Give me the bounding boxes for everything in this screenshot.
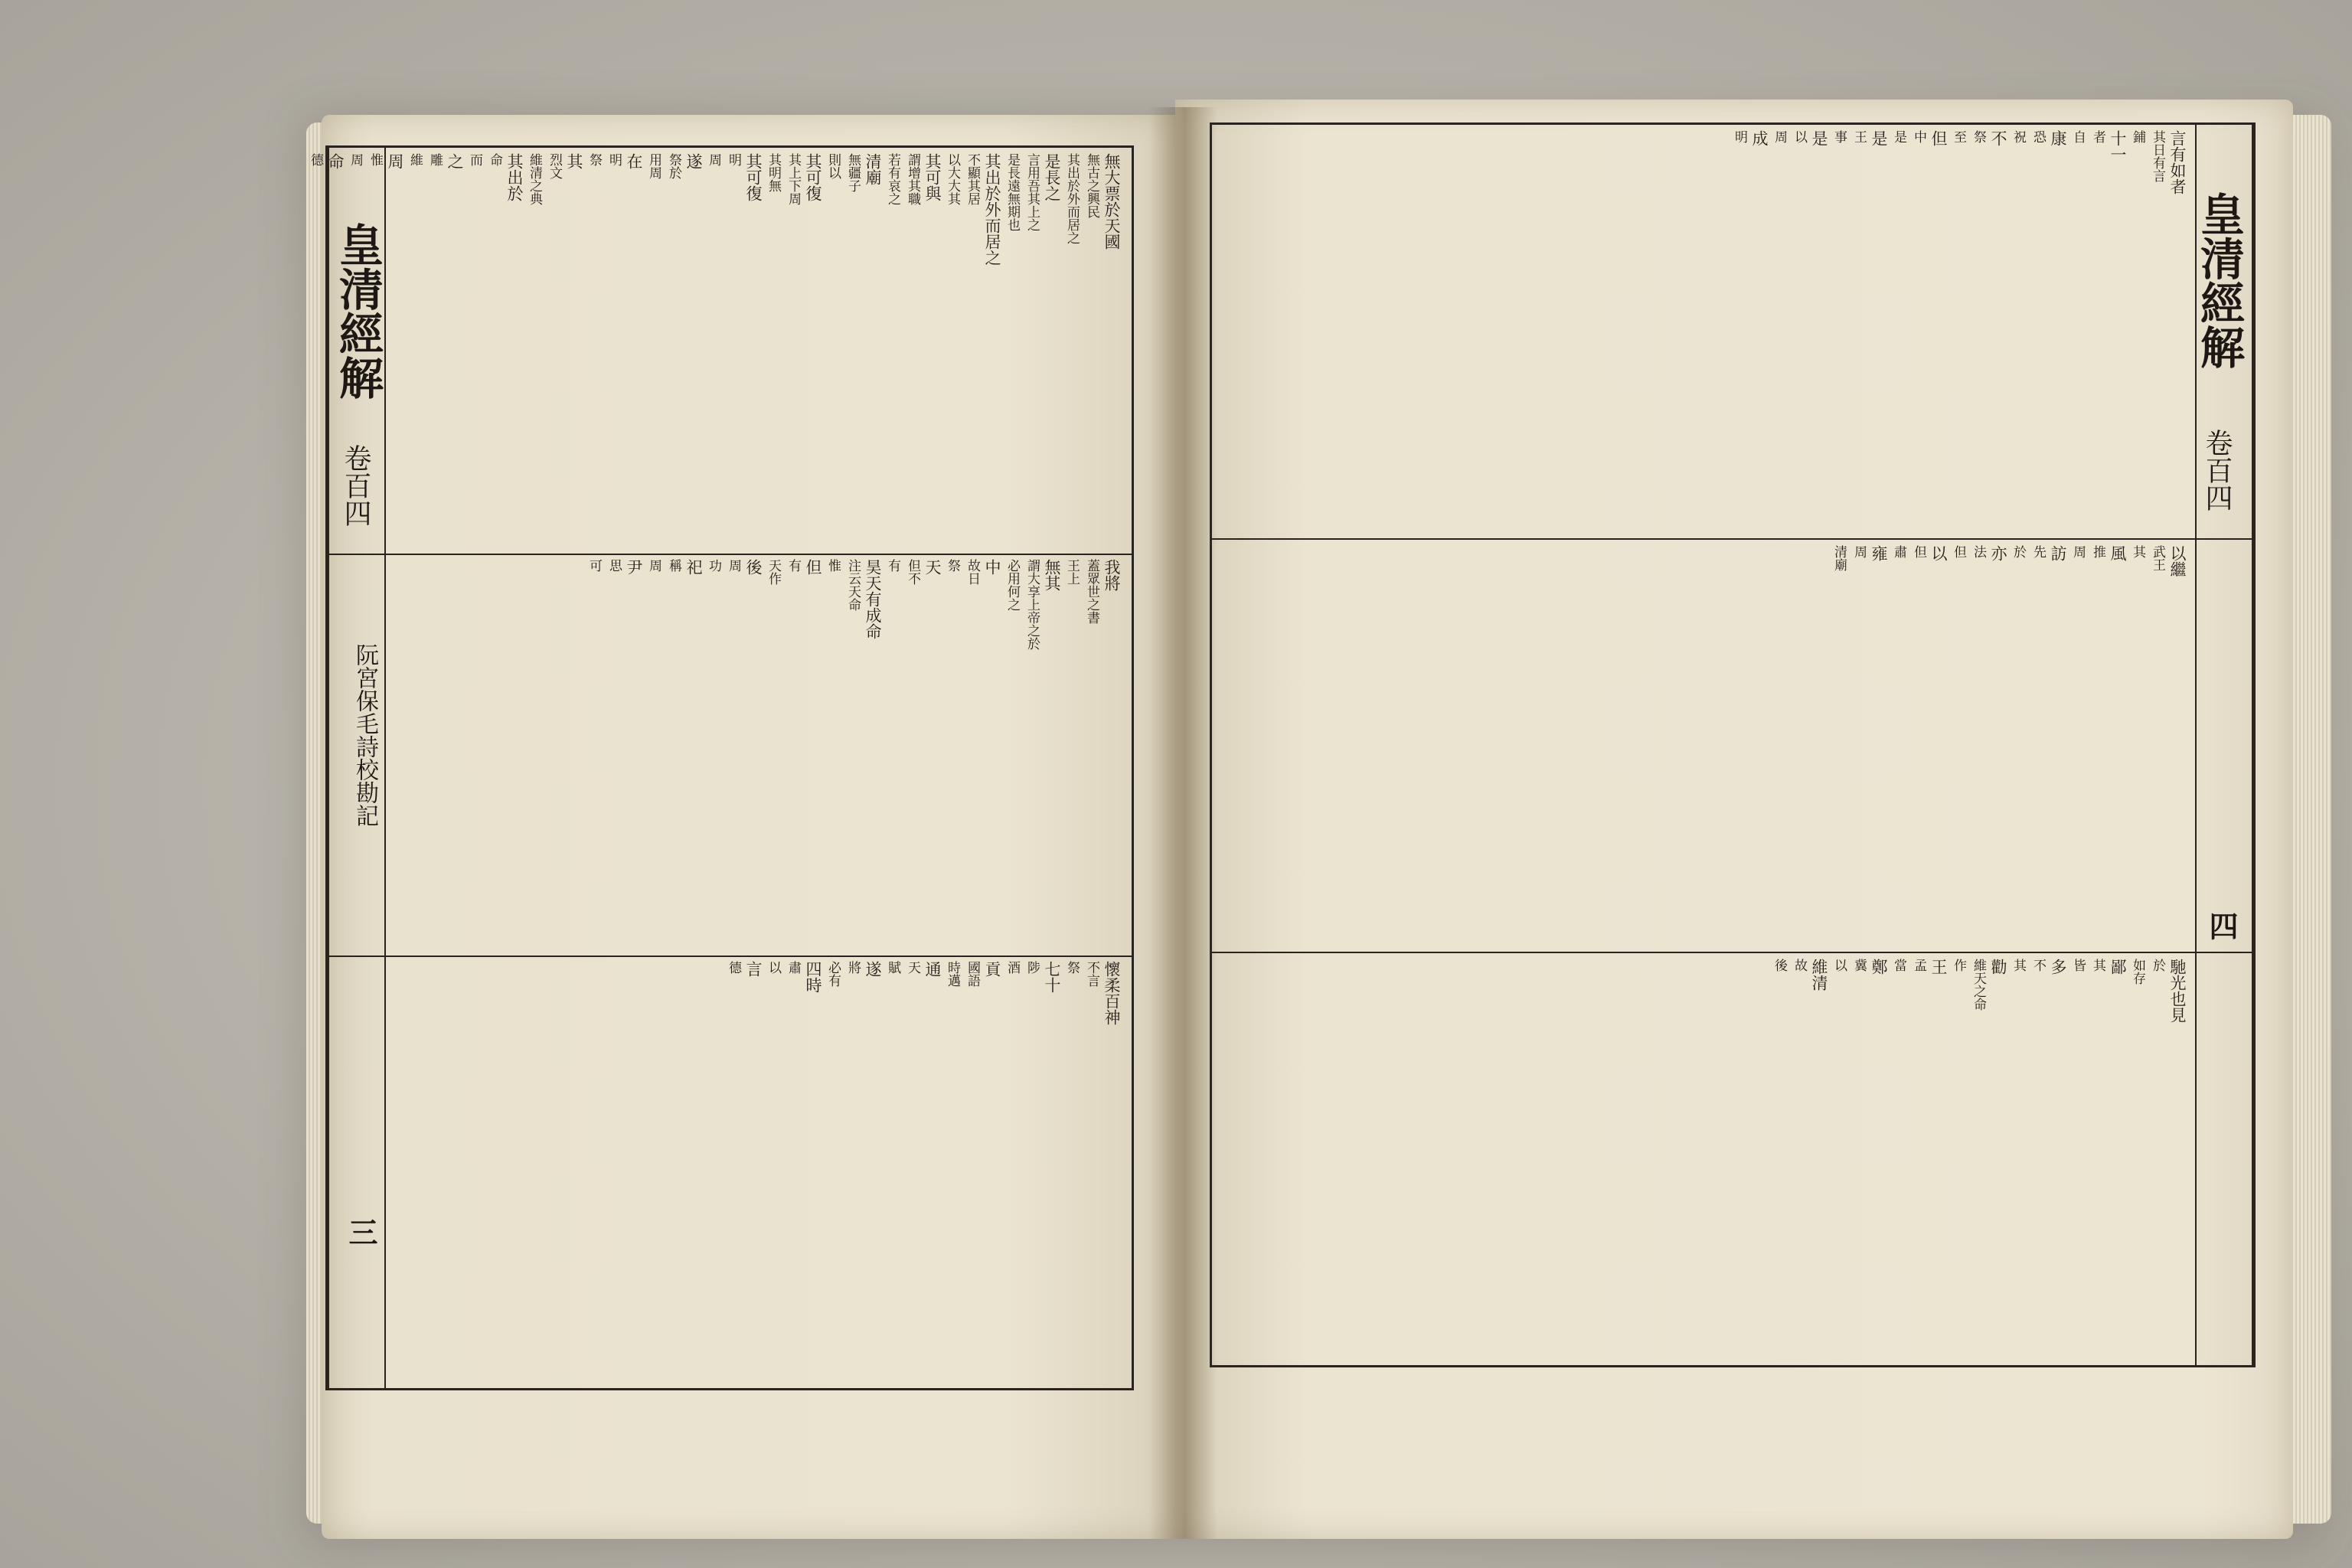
right-bottom-column: 於 — [2150, 959, 2165, 972]
book-gutter — [1148, 107, 1217, 1539]
left-middle-column: 中 — [983, 559, 1001, 575]
left-middle-column: 惟 — [825, 559, 841, 572]
left-middle-column: 注云天命 — [845, 559, 861, 611]
right-middle-column: 周 — [2070, 545, 2086, 558]
right-top-column: 但 — [1929, 130, 1948, 146]
left-middle-column: 周 — [646, 559, 662, 572]
right-bottom-column: 其 — [2090, 959, 2105, 972]
left-top-column: 其明無 — [766, 153, 781, 192]
right-middle-column: 周 — [1851, 545, 1867, 558]
left-bottom-column: 不言 — [1084, 961, 1099, 987]
left-bottom-column: 祭 — [1064, 961, 1080, 974]
right-top-column: 十一 — [2109, 130, 2127, 162]
left-middle-column: 周 — [726, 559, 741, 572]
left-middle-column: 我將 — [1102, 559, 1121, 591]
right-top-column: 明 — [1732, 130, 1747, 143]
left-middle-column: 祭 — [945, 559, 960, 572]
left-top-column: 無古之興民 — [1084, 153, 1099, 218]
right-middle-column: 雍 — [1870, 545, 1888, 561]
left-top-column: 是長之 — [1043, 153, 1061, 201]
right-bottom-column: 孟 — [1911, 959, 1926, 972]
right-top-column: 是 — [1810, 130, 1828, 146]
left-top-column: 無大票於天國 — [1102, 153, 1121, 250]
right-top-column: 是 — [1891, 130, 1906, 143]
left-middle-column: 故日 — [965, 559, 980, 585]
right-top-column: 其日有言 — [2150, 130, 2165, 182]
left-top-column: 維 — [407, 153, 423, 166]
right-bottom-column: 當 — [1891, 959, 1906, 972]
left-bottom-column: 陟 — [1024, 961, 1040, 974]
left-top-column: 無疆子 — [845, 153, 861, 192]
right-bottom-column: 多 — [2049, 959, 2067, 975]
register-rule — [328, 554, 1132, 555]
left-top-column: 其可與 — [923, 153, 942, 201]
left-middle-column: 後 — [744, 559, 763, 575]
left-top-column: 祭於 — [666, 153, 681, 179]
right-top-column: 自 — [2070, 130, 2086, 143]
left-middle-column: 天作 — [766, 559, 781, 585]
left-bottom-column: 德 — [726, 961, 741, 974]
left-top-column: 雕 — [427, 153, 443, 166]
left-middle-column: 無其 — [1043, 559, 1061, 591]
right-middle-column: 推 — [2090, 545, 2105, 558]
left-middle-column: 可 — [586, 559, 602, 572]
page-edges-right — [2289, 115, 2331, 1524]
right-top-column: 以 — [1792, 130, 1807, 143]
right-top-column: 周 — [1772, 130, 1787, 143]
left-top-column: 不顯其居 — [965, 153, 980, 205]
right-bottom-column: 冀 — [1851, 959, 1867, 972]
left-bottom-column: 懷柔百神 — [1102, 961, 1121, 1025]
right-bottom-column: 如存 — [2130, 959, 2145, 985]
left-bottom-column: 時邁 — [945, 961, 960, 987]
left-top-column: 遂 — [684, 153, 703, 169]
right-bottom-column: 維清 — [1810, 959, 1828, 991]
right-top-column: 者 — [2090, 130, 2105, 143]
left-top-column: 命 — [326, 153, 345, 169]
left-top-column: 周 — [706, 153, 721, 166]
left-top-column: 其出於 — [505, 153, 524, 201]
left-top-column: 其 — [565, 153, 583, 169]
left-top-column: 明 — [726, 153, 741, 166]
left-middle-column: 功 — [706, 559, 721, 572]
right-middle-column: 訪 — [2049, 545, 2067, 561]
left-top-column: 明 — [606, 153, 622, 166]
right-bottom-column: 以 — [1831, 959, 1847, 972]
left-middle-column: 尹 — [625, 559, 643, 575]
right-bottom-column: 維天之命 — [1971, 959, 1986, 1011]
left-bottom-column: 天 — [905, 961, 920, 974]
left-top-column: 而 — [467, 153, 482, 166]
right-top-column: 至 — [1951, 130, 1966, 143]
left-middle-column: 必用何之 — [1004, 559, 1020, 611]
left-top-column: 是長遠無期也 — [1004, 153, 1020, 231]
left-top-column: 其可復 — [744, 153, 763, 201]
left-top-column: 祭 — [586, 153, 602, 166]
right-middle-column: 肅 — [1891, 545, 1906, 558]
right-top-column: 康 — [2049, 130, 2067, 146]
right-middle-column: 其 — [2130, 545, 2145, 558]
left-middle-column: 王上 — [1064, 559, 1080, 585]
left-bottom-column: 將 — [845, 961, 861, 974]
right-side-title: 皇清經解 — [2193, 191, 2245, 369]
left-middle-column: 有 — [885, 559, 900, 572]
left-side-volume: 卷百四 — [340, 444, 371, 527]
left-leaf-number: 三 — [344, 1217, 378, 1246]
left-side-title: 皇清經解 — [332, 222, 384, 400]
right-top-column: 是 — [1870, 130, 1888, 146]
right-middle-column: 但 — [1951, 545, 1966, 558]
right-bottom-column: 作 — [1951, 959, 1966, 972]
right-middle-column: 於 — [2011, 545, 2026, 558]
right-middle-column: 先 — [2030, 545, 2046, 558]
left-top-column: 以大大其 — [945, 153, 960, 205]
right-top-column: 成 — [1750, 130, 1769, 146]
right-bottom-column: 皆 — [2070, 959, 2086, 972]
left-top-column: 其可復 — [804, 153, 822, 201]
right-register-bottom — [1219, 959, 2187, 1357]
left-top-column: 其出於外而居之 — [1064, 153, 1080, 244]
left-top-column: 之 — [446, 153, 464, 169]
left-top-column: 若有哀之 — [885, 153, 900, 205]
left-bottom-column: 國語 — [965, 961, 980, 987]
left-top-column: 清廟 — [864, 153, 882, 185]
left-middle-column: 祀 — [684, 559, 703, 575]
left-side-signature: 阮宮保毛詩校勘記 — [351, 643, 378, 827]
left-bottom-column: 通 — [923, 961, 942, 977]
right-bottom-column: 王 — [1929, 959, 1948, 975]
left-bottom-column: 言 — [744, 961, 763, 977]
right-top-column: 祝 — [2011, 130, 2026, 143]
left-middle-column: 謂大享上帝之於 — [1024, 559, 1040, 650]
left-top-column: 命 — [487, 153, 502, 166]
right-bottom-column: 勸 — [1989, 959, 2007, 975]
left-middle-column: 但不 — [905, 559, 920, 585]
left-top-column: 謂增其職 — [905, 153, 920, 205]
left-top-column: 其上下周 — [786, 153, 801, 205]
right-middle-column: 清廟 — [1831, 545, 1847, 571]
right-top-column: 不 — [1989, 130, 2007, 146]
left-bottom-column: 遂 — [864, 961, 882, 977]
left-bottom-column: 必有 — [825, 961, 841, 987]
right-middle-column: 亦 — [1989, 545, 2007, 561]
right-middle-column: 以 — [1929, 545, 1948, 561]
left-top-column: 用周 — [646, 153, 662, 179]
left-middle-column: 天 — [923, 559, 942, 575]
left-bottom-column: 賦 — [885, 961, 900, 974]
right-middle-column: 武王 — [2150, 545, 2165, 571]
right-middle-column: 以繼 — [2168, 545, 2187, 577]
left-top-column: 言用吾其上之 — [1024, 153, 1040, 231]
left-bottom-column: 七十 — [1043, 961, 1061, 993]
right-top-column: 鋪 — [2130, 130, 2145, 143]
right-middle-column: 法 — [1971, 545, 1986, 558]
right-bottom-column: 鄭 — [1870, 959, 1888, 975]
left-bottom-column: 酒 — [1004, 961, 1020, 974]
left-middle-column: 蓋眾世之書 — [1084, 559, 1099, 624]
right-leaf-number: 四 — [2204, 911, 2239, 940]
left-top-column: 其出於外而居之 — [983, 153, 1001, 266]
left-bottom-column: 肅 — [786, 961, 801, 974]
right-middle-column: 但 — [1911, 545, 1926, 558]
left-middle-column: 稱 — [666, 559, 681, 572]
right-top-column: 事 — [1831, 130, 1847, 143]
right-bottom-column: 後 — [1772, 959, 1787, 972]
left-top-column: 周 — [348, 153, 363, 166]
left-register-middle — [383, 559, 1122, 953]
left-top-column: 德 — [308, 153, 323, 166]
left-top-column: 維清之典 — [527, 153, 542, 205]
right-register-top — [1219, 130, 2187, 532]
left-middle-column: 思 — [606, 559, 622, 572]
right-top-column: 祭 — [1971, 130, 1986, 143]
right-top-column: 恐 — [2030, 130, 2046, 143]
register-rule — [1212, 538, 2253, 540]
left-bottom-column: 貢 — [983, 961, 1001, 977]
left-bottom-column: 以 — [766, 961, 781, 974]
right-bottom-column: 故 — [1792, 959, 1807, 972]
right-top-column: 王 — [1851, 130, 1867, 143]
right-side-volume: 卷百四 — [2201, 429, 2233, 511]
right-bottom-column: 其 — [2011, 959, 2026, 972]
left-top-column: 惟 — [368, 153, 383, 166]
left-bottom-column: 四時 — [804, 961, 822, 993]
register-rule — [328, 956, 1132, 957]
register-rule — [1212, 952, 2253, 953]
right-bottom-column: 鄙 — [2109, 959, 2127, 975]
left-middle-column: 昊天有成命 — [864, 559, 882, 639]
left-top-column: 周 — [386, 153, 404, 169]
right-middle-column: 風 — [2109, 545, 2127, 561]
right-register-middle — [1219, 545, 2187, 947]
right-top-column: 中 — [1911, 130, 1926, 143]
left-top-column: 烈文 — [547, 153, 562, 179]
left-middle-column: 但 — [804, 559, 822, 575]
left-top-column: 則以 — [825, 153, 841, 179]
left-middle-column: 有 — [786, 559, 801, 572]
right-top-column: 言有如者 — [2168, 130, 2187, 194]
left-register-bottom — [383, 961, 1122, 1378]
right-bottom-column: 不 — [2030, 959, 2046, 972]
left-top-column: 在 — [625, 153, 643, 169]
right-bottom-column: 馳光也見 — [2168, 959, 2187, 1023]
